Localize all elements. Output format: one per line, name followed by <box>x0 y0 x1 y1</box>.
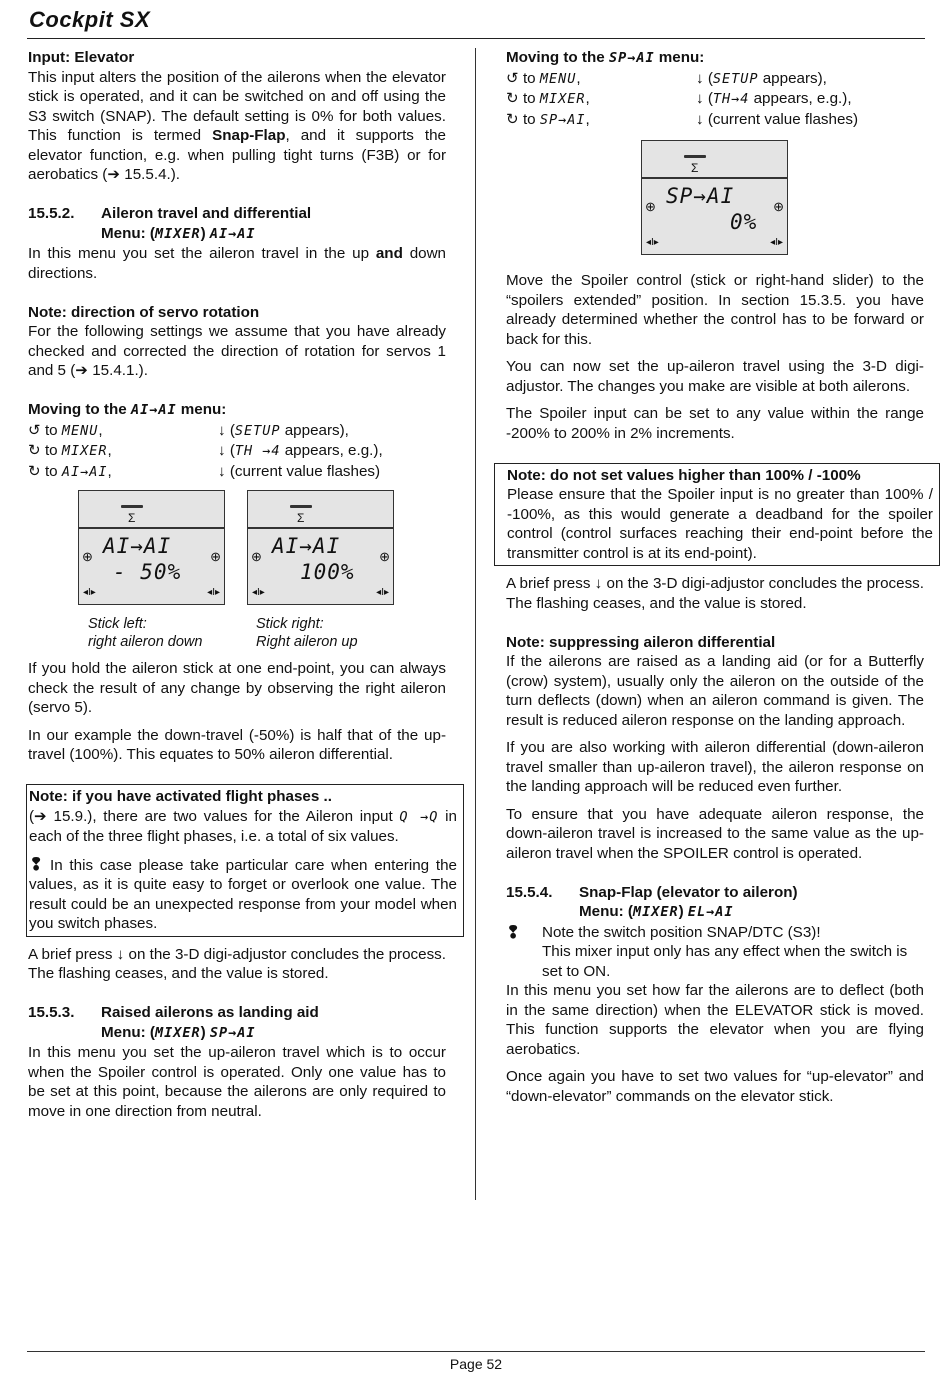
nav-result <box>696 69 924 90</box>
text-run: menu: <box>176 401 227 418</box>
text-run: appears), <box>758 69 827 87</box>
note-heading: Note: if you have activated flight phases .. <box>29 788 332 805</box>
input-elevator-heading: Input: Elevator <box>28 49 135 66</box>
left-column <box>28 48 458 1121</box>
lcd-bar-icon <box>290 505 312 508</box>
menu-label: Menu: ( <box>579 903 633 920</box>
nav-step <box>506 89 696 110</box>
caption-line: Stick left: <box>88 616 147 632</box>
lcd-text: SETUP <box>234 422 281 439</box>
text-run: ) <box>200 224 210 242</box>
lcd-text: Q →Q <box>399 808 439 825</box>
lcd-line-2: 0% <box>730 210 758 234</box>
paragraph: Move the Spoiler control (stick or right-hand slider) to the “spoilers extended” position. In section 15.3.5. you have already determined whether the control has to be forward or back for this. <box>506 272 924 348</box>
text-run: to <box>518 110 540 128</box>
caption-line: Right aileron up <box>256 634 358 650</box>
lcd-text: MIXER <box>61 443 108 459</box>
paragraph: If you hold the aileron stick at one end-point, you can always check the result of any change by observing the right aileron (servo 5). <box>28 660 446 716</box>
nav-step <box>506 69 696 90</box>
moving-heading <box>506 48 924 69</box>
sigma-icon: Σ <box>297 511 305 525</box>
warning-text <box>542 923 924 982</box>
warning-icon: ❢ <box>506 922 521 942</box>
column-divider <box>475 48 476 1200</box>
text-run: (current value flashes) <box>225 462 381 480</box>
arrow-down-icon: ↓ <box>218 462 226 480</box>
sigma-icon: Σ <box>691 161 699 175</box>
text-run: appears), <box>280 421 349 439</box>
section-heading-15-5-4 <box>506 883 924 903</box>
menu-path <box>28 224 446 245</box>
nav-result <box>218 421 446 442</box>
text-run: to <box>518 90 540 107</box>
caption-line: right aileron down <box>88 634 203 650</box>
text-run: down directions. <box>28 245 446 282</box>
note-heading: Note: direction of servo rotation <box>28 303 260 321</box>
section-heading-15-5-2 <box>28 204 446 224</box>
rotate-ccw-icon: ↺ <box>506 69 519 87</box>
lcd-screen <box>78 490 225 605</box>
warning-icon: ❢ <box>29 854 44 874</box>
text-run: to <box>40 421 62 439</box>
text-run: In this case please take particular care when entering the values, as it is quite easy to forget or overlook one value. The result could be an unexpected response from your model when you switch phases. <box>29 856 457 932</box>
note-heading: Note: do not set values higher than 100% / -100% <box>507 466 861 484</box>
text-run: appears, e.g.), <box>280 442 383 459</box>
lcd-screens <box>78 490 446 605</box>
trim-bottom-right-icon: ◂I▸ <box>770 236 783 248</box>
lcd-text: TH→4 <box>712 91 750 107</box>
lcd-line-1: SP→AI <box>666 184 735 208</box>
text-run: to <box>40 442 62 459</box>
page-footer <box>27 1351 925 1375</box>
note-text: Please ensure that the Spoiler input is no greater than 100% / -100%, as this would generate a deadband for the spoiler control (control surfaces reaching their end-point before the transmitter control is at its end-point). <box>507 486 933 562</box>
text-run: to <box>40 462 62 480</box>
text-run: , <box>98 421 103 439</box>
input-elevator-text <box>28 68 446 185</box>
lcd-text: MIXER <box>539 91 586 107</box>
page-header <box>27 8 925 39</box>
right-column <box>506 48 933 1106</box>
text-run: Moving to the <box>506 49 609 66</box>
screen-captions <box>88 615 446 651</box>
trim-left-icon: ⊕ <box>82 549 93 564</box>
section-text: In this menu you set the up-aileron travel which is to occur when the Spoiler control is operated. Only one value has to be set at this point, because the ailerons are only required to move in one direction from neutral. <box>28 1044 446 1120</box>
nav-step <box>28 462 218 483</box>
note-heading: Note: suppressing aileron differential <box>506 633 776 651</box>
text-run: ( <box>703 69 713 87</box>
section-title: Snap-Flap (elevator to aileron) <box>579 883 798 901</box>
trim-left-icon: ⊕ <box>645 199 656 214</box>
text-run: In this menu you set the aileron travel in the up <box>28 245 376 262</box>
lcd-text: SP→AI <box>539 111 586 128</box>
lcd-line-1: AI→AI <box>103 534 172 558</box>
lcd-text: AI→AI <box>209 225 256 242</box>
lcd-text: SETUP <box>712 70 759 87</box>
manual-title: Cockpit SX <box>29 7 151 32</box>
text-run: , <box>107 442 112 459</box>
trim-bottom-right-icon: ◂I▸ <box>376 586 389 598</box>
lcd-text: MIXER <box>633 904 679 920</box>
paragraph: You can now set the up-aileron travel using the 3-D digi-adjustor. The changes you make are visible at both ailerons. <box>506 358 924 395</box>
trim-bottom-left-icon: ◂I▸ <box>646 236 659 248</box>
text-run: menu: <box>654 49 705 66</box>
note-text <box>29 855 457 934</box>
arrow-down-icon: ↓ <box>696 90 704 107</box>
moving-heading <box>28 400 446 421</box>
text-run: This input alters the position of the ailerons when the elevator stick is operated, and it can be switched on and off using the S3 switch (SNAP). The default setting is 0% for both values. This function is termed <box>28 68 446 144</box>
rotate-cw-icon: ↻ <box>506 90 519 107</box>
menu-label: Menu: ( <box>101 1023 155 1041</box>
page-number: Page 52 <box>449 1356 503 1372</box>
caption <box>256 615 424 651</box>
nav-step <box>506 110 696 131</box>
text-run: ) <box>678 903 688 920</box>
menu-path <box>506 902 924 923</box>
rotate-cw-icon: ↻ <box>506 110 519 128</box>
text-run: , <box>585 110 590 128</box>
text-run: appears, e.g.), <box>749 90 852 107</box>
paragraph: The Spoiler input can be set to any value within the range -200% to 200% in 2% increments. <box>506 405 924 442</box>
switch-warning <box>506 923 924 982</box>
lcd-text: MENU <box>61 422 99 439</box>
arrow-down-icon: ↓ <box>594 575 603 592</box>
note-text <box>29 807 457 847</box>
paragraph: In this menu you set how far the ailerons are to deflect (both in the same direction) when the ELEVATOR stick is moved. This function supports the elevator when you are flying aerobatics. <box>506 982 924 1058</box>
lcd-line-2: - 50% <box>113 560 182 584</box>
nav-step <box>28 441 218 462</box>
menu-path <box>28 1023 446 1044</box>
section-heading-15-5-3 <box>28 1003 446 1023</box>
text-run: ( <box>225 421 235 439</box>
lcd-screen <box>641 140 788 255</box>
text-run: in each of the three flight phases, i.e. a total of six values. <box>29 807 458 845</box>
text-run: ( <box>225 442 235 459</box>
text-run: to <box>518 69 540 87</box>
bold-word: and <box>375 245 403 262</box>
text-run: This mixer input only has any effect when the switch is set to ON. <box>542 943 908 980</box>
caption <box>88 615 256 651</box>
trim-right-icon: ⊕ <box>379 549 390 564</box>
lcd-bar-icon <box>684 155 706 158</box>
lcd-screen <box>247 490 394 605</box>
lcd-line-2: 100% <box>300 560 355 584</box>
trim-bottom-right-icon: ◂I▸ <box>207 586 220 598</box>
arrow-down-icon: ↓ <box>116 945 125 963</box>
nav-step <box>28 421 218 442</box>
text-run: , <box>585 90 590 107</box>
lcd-text: SP→AI <box>608 50 655 66</box>
paragraph: In our example the down-travel (-50%) is half that of the up-travel (100%). This equates to 50% aileron differential. <box>28 726 446 763</box>
nav-result <box>696 110 924 131</box>
lcd-text: MENU <box>539 70 577 87</box>
text-run: , and it supports the elevator function, e.g. when pulling tight turns (F3B) or for aerobatics (➔ 15.5.4.). <box>28 127 446 183</box>
lcd-bar-icon <box>121 505 143 508</box>
text-run: (➔ 15.9.), there are two values for the Aileron input <box>29 807 400 825</box>
trim-right-icon: ⊕ <box>773 199 784 214</box>
section-title: Aileron travel and differential <box>101 205 312 222</box>
navigation-steps <box>28 421 446 483</box>
paragraph: To ensure that you have adequate aileron response, the down-aileron travel is increased to the same value as the up-aileron travel when the SPOILER control is operated. <box>506 805 924 862</box>
menu-label: Menu: ( <box>101 224 155 242</box>
section-title: Raised ailerons as landing aid <box>101 1004 319 1021</box>
text-run: A brief press <box>506 575 595 592</box>
text-run: Note the switch position SNAP/DTC (S3)! <box>542 923 821 941</box>
text-run: A brief press <box>28 945 117 963</box>
lcd-text: SP→AI <box>209 1024 256 1041</box>
rotate-ccw-icon: ↺ <box>28 421 41 439</box>
lcd-text: AI→AI <box>130 402 177 418</box>
arrow-down-icon: ↓ <box>218 421 226 439</box>
text-run: (current value flashes) <box>703 110 859 128</box>
trim-bottom-left-icon: ◂I▸ <box>83 586 96 598</box>
trim-left-icon: ⊕ <box>251 549 262 564</box>
text-run: , <box>576 69 581 87</box>
section-text <box>28 244 446 283</box>
rotate-cw-icon: ↻ <box>28 442 41 459</box>
lcd-text: TH →4 <box>234 443 281 459</box>
arrow-down-icon: ↓ <box>218 442 226 459</box>
paragraph: Once again you have to set two values for “up-elevator” and “down-elevator” commands on the elevator stick. <box>506 1068 924 1105</box>
section-number: 15.5.2. <box>28 205 75 222</box>
lcd-text: EL→AI <box>687 904 734 920</box>
nav-result <box>218 441 446 462</box>
flight-phase-note-box <box>26 784 464 937</box>
caption-line: Stick right: <box>256 616 324 632</box>
paragraph: If you are also working with aileron differential (down-aileron travel smaller than up-aileron travel), the aileron response on the landing approach will be reduced even further. <box>506 739 924 795</box>
text-run: on the 3-D digi-adjustor concludes the process. The flashing ceases, and the value is stored. <box>28 945 446 982</box>
text-run: ) <box>200 1023 210 1041</box>
section-number: 15.5.4. <box>506 883 553 901</box>
note-text: For the following settings we assume that you have already checked and corrected the direction of rotation for servos 1 and 5 (➔ 15.4.1.). <box>28 323 446 379</box>
arrow-down-icon: ↓ <box>696 69 704 87</box>
text-run: on the 3-D digi-adjustor concludes the process. The flashing ceases, and the value is stored. <box>506 575 924 612</box>
sigma-icon: Σ <box>128 511 136 525</box>
text-run: ( <box>703 90 713 107</box>
lcd-text: MIXER <box>155 225 201 242</box>
arrow-down-icon: ↓ <box>696 110 704 128</box>
section-number: 15.5.3. <box>28 1004 75 1021</box>
paragraph <box>28 945 446 984</box>
note-text: If the ailerons are raised as a landing aid (or for a Butterfly (crow) system), usually only the aileron on the outside of the turn deflects (down) when an aileron command is given. The result is reduced aileron response on the landing approach. <box>506 653 924 729</box>
lcd-text: AI→AI <box>61 463 108 480</box>
nav-result <box>696 89 924 110</box>
lcd-line-1: AI→AI <box>272 534 341 558</box>
trim-right-icon: ⊕ <box>210 549 221 564</box>
spoiler-limit-note-box <box>494 463 940 567</box>
text-run: Moving to the <box>28 401 131 418</box>
lcd-text: MIXER <box>155 1024 201 1041</box>
rotate-cw-icon: ↻ <box>28 462 41 480</box>
navigation-steps <box>506 69 924 131</box>
term-snap-flap: Snap-Flap <box>212 127 286 144</box>
nav-result <box>218 462 446 483</box>
text-run: , <box>107 462 112 480</box>
paragraph <box>506 574 924 613</box>
trim-bottom-left-icon: ◂I▸ <box>252 586 265 598</box>
